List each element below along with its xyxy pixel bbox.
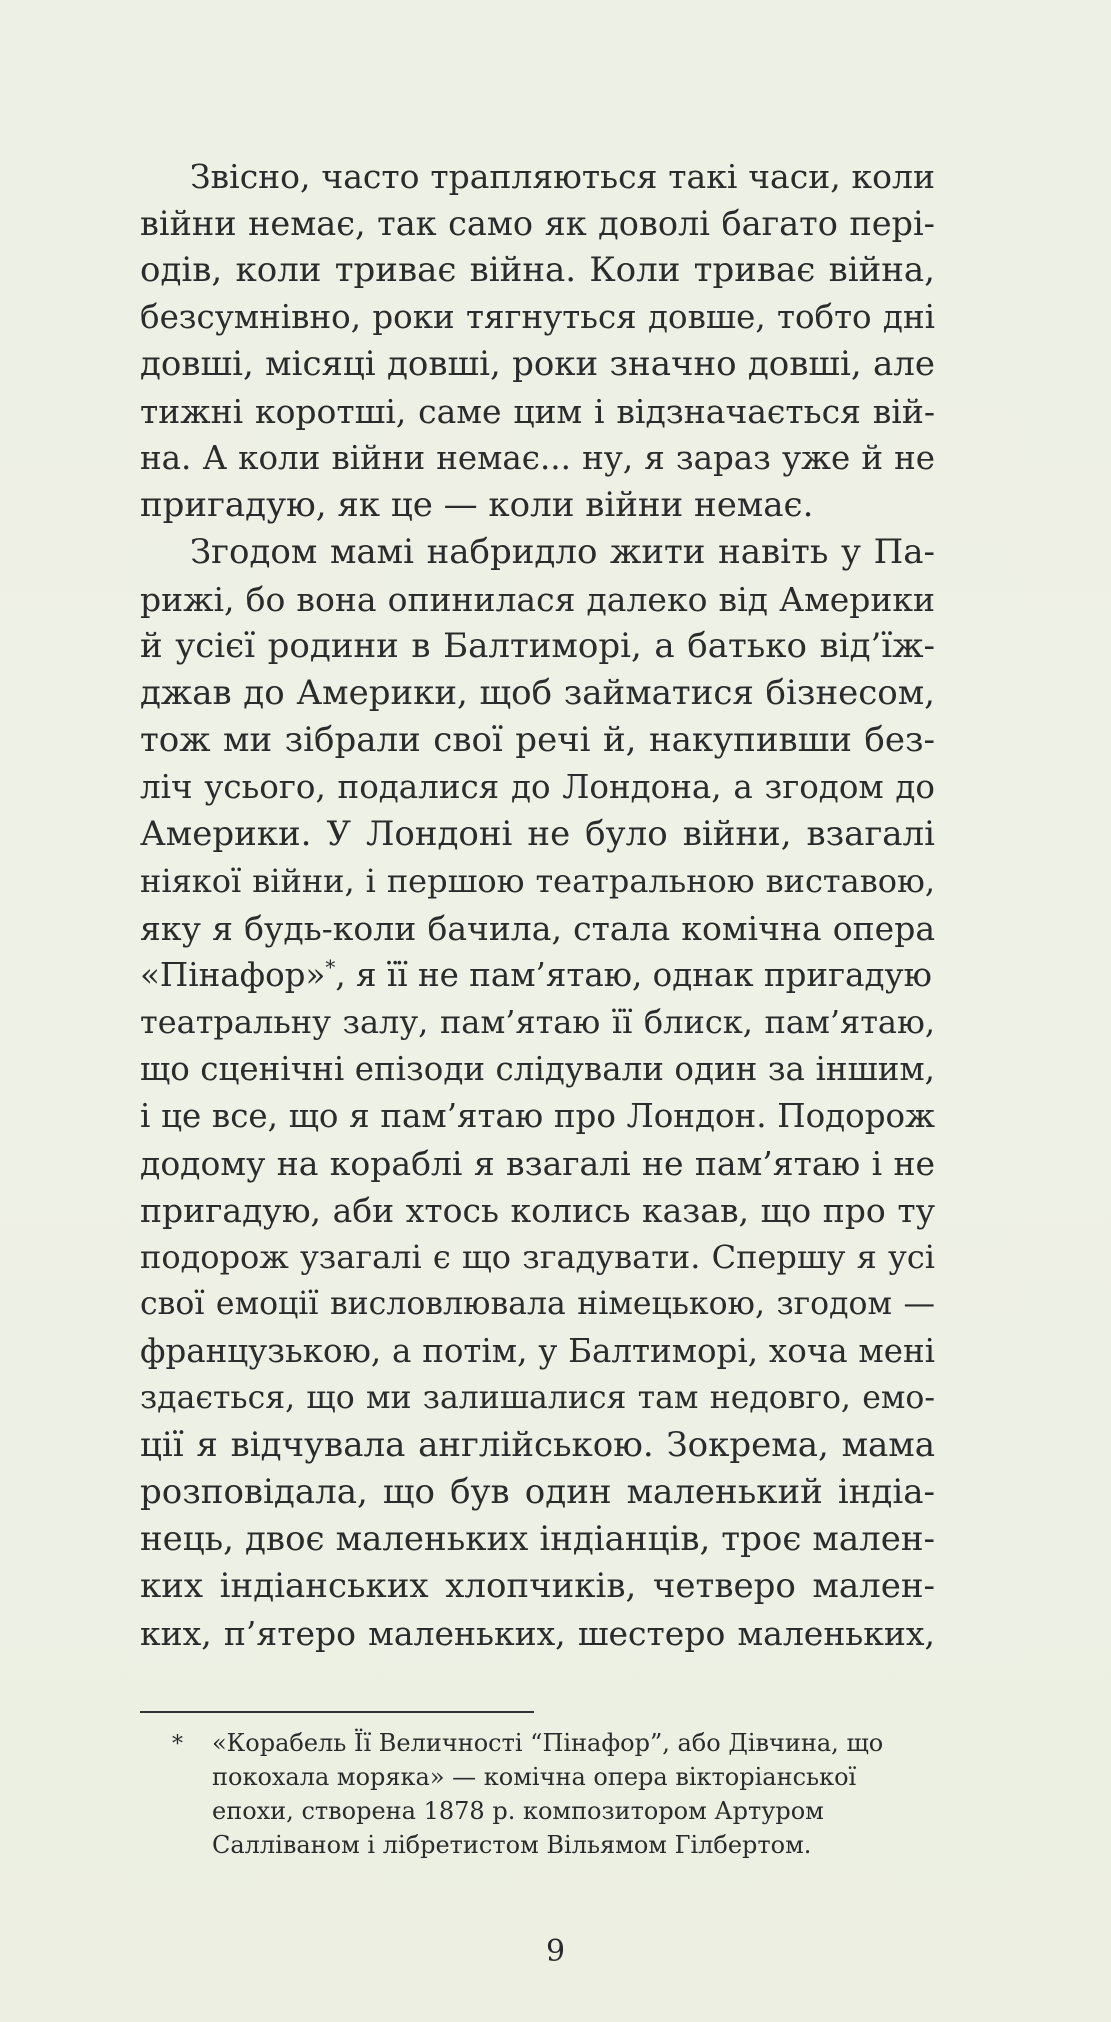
text-line: тож ми зібрали свої речі й, накупивши без- <box>140 720 935 760</box>
footnote-line: Салліваном і лібретистом Вільямом Гілбертом. <box>212 1831 812 1859</box>
text-fragment: , я її не пам’ятаю, однак пригадую <box>335 956 932 994</box>
footnote-line: покохала моряка» — комічна опера вікторіанської <box>212 1763 857 1791</box>
text-line: тижні коротші, саме цим і відзначається вій- <box>140 392 935 431</box>
footnote <box>140 1726 935 1862</box>
main-text <box>140 153 935 1657</box>
text-line: ких індіанських хлопчиків, четверо мален- <box>140 1566 935 1606</box>
text-line: здається, що ми залишалися там недовго, емо- <box>140 1380 935 1416</box>
text-line: одів, коли триває війна. Коли триває війна, <box>140 250 935 290</box>
text-line: нець, двоє маленьких індіанців, троє мален- <box>140 1519 935 1559</box>
opera-title: «Пінафор» <box>140 956 326 994</box>
text-line: джав до Америки, щоб займатися бізнесом, <box>140 673 935 713</box>
text-line: на. А коли війни немає... ну, я зараз уже й не <box>140 439 935 477</box>
text-line: пригадую, аби хтось колись казав, що про ту <box>140 1191 935 1230</box>
text-line: і це все, що я пам’ятаю про Лондон. Подорож <box>140 1097 935 1135</box>
text-line: й усієї родини в Балтиморі, а батько від’їж- <box>140 626 935 666</box>
text-line: що сценічні епізоди слідували один за іншим, <box>140 1050 935 1088</box>
text-line: довші, місяці довші, роки значно довші, але <box>140 344 935 384</box>
footnote-mark: * <box>172 1732 183 1757</box>
text-line: ких, п’ятеро маленьких, шестеро маленьких, <box>140 1614 935 1653</box>
text-line: додому на кораблі я взагалі не пам’ятаю і не <box>140 1144 935 1183</box>
text-line: французькою, а потім, у Балтиморі, хоча мені <box>140 1332 935 1370</box>
text-line: ніякої війни, і першою театральною виставою, <box>140 862 935 900</box>
footnote-line: «Корабель Її Величності “Пінафор”, або Дівчина, що <box>212 1729 884 1757</box>
text-line: ції я відчувала англійською. Зокрема, мама <box>140 1425 935 1465</box>
text-line: пригадую, як це — коли війни немає. <box>140 485 814 525</box>
text-line: театральну залу, пам’ятаю її блиск, пам’ятаю, <box>140 1003 935 1041</box>
text-line: розповідала, що був один маленький індіа- <box>140 1472 935 1512</box>
text-line: Згодом мамі набридло жити навіть у Па- <box>190 532 935 572</box>
text-line: Америки. У Лондоні не було війни, взагалі <box>140 814 935 854</box>
text-line: свої емоції висловлювала німецькою, згодом — <box>140 1286 935 1322</box>
text-line: подорож узагалі є що згадувати. Спершу я усі <box>140 1238 935 1276</box>
text-line: яку я будь-коли бачила, стала комічна опера <box>140 909 935 948</box>
text-line: безсумнівно, роки тягнуться довше, тобто дні <box>140 298 935 336</box>
text-line: Звісно, часто трапляються такі часи, коли <box>190 157 935 196</box>
text-line: рижі, бо вона опинилася далеко від Америки <box>140 580 935 619</box>
text-line: ліч усього, подалися до Лондона, а згодом до <box>140 768 935 806</box>
page-number: 9 <box>545 1934 566 1969</box>
footnote-line: епохи, створена 1878 р. композитором Артуром <box>212 1797 824 1825</box>
text-line-with-footnote <box>140 952 935 999</box>
text-line: війни немає, так само як доволі багато пері- <box>140 204 935 243</box>
footnote-reference[interactable]: * <box>325 955 336 980</box>
footnote-divider <box>140 1711 534 1713</box>
